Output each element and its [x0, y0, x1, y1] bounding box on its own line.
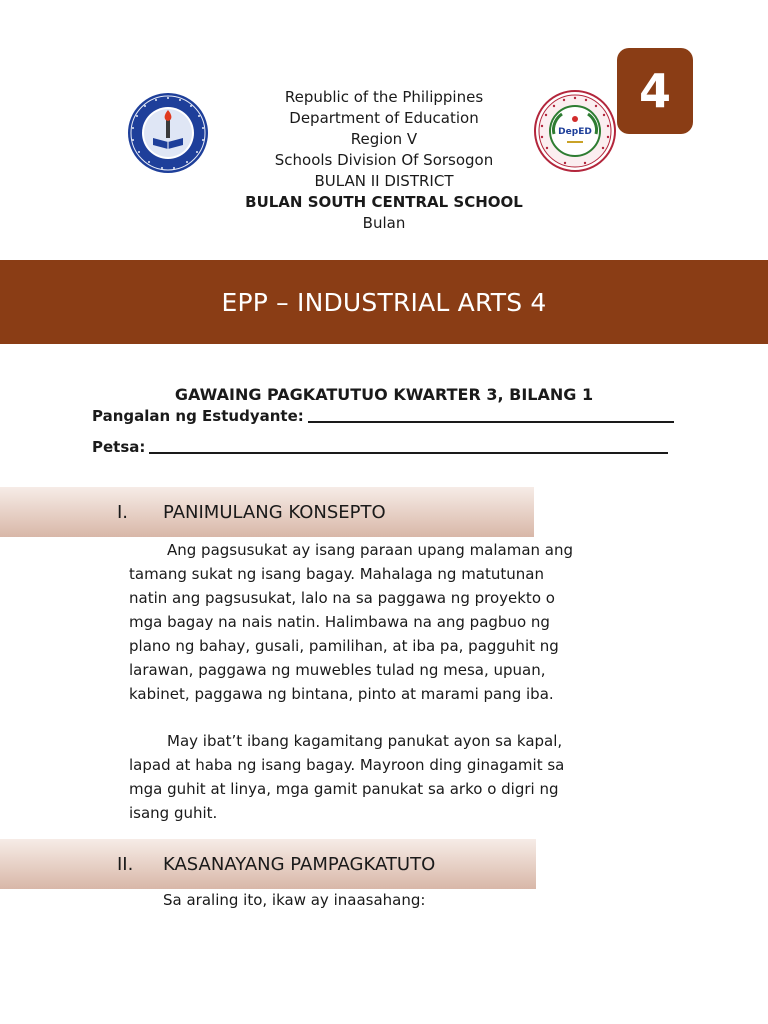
paragraph-line: isang guhit.: [129, 804, 218, 822]
school-town: Bulan: [362, 214, 406, 232]
paragraph-line: larawan, paggawa ng muwebles tulad ng mesa, upuan,: [129, 661, 546, 679]
paragraph-line: kabinet, paggawa ng bintana, pinto at marami pang iba.: [129, 685, 554, 703]
paragraph-line: mga guhit at linya, mga gamit panukat sa arko o digri ng: [129, 780, 559, 798]
header-line-republic: Republic of the Philippines: [284, 88, 484, 106]
paragraph: [163, 888, 703, 912]
svg-text:DepED: DepED: [558, 127, 592, 137]
header-line-region: Region V: [350, 130, 418, 148]
section-header-panimulang-konsepto: [0, 487, 534, 537]
paragraph-line: mga bagay na nais natin. Halimbawa na ang pagbuo ng: [129, 613, 550, 631]
header-line-department: Department of Education: [289, 109, 479, 127]
paragraph-line: tamang sukat ng isang bagay. Mahalaga ng matutunan: [129, 565, 544, 583]
header-line-division: Schools Division Of Sorsogon: [274, 151, 494, 169]
paragraph-line: natin ang pagsusukat, lalo na sa paggawa ng proyekto o: [129, 589, 555, 607]
paragraph-line: plano ng bahay, gusali, pamilihan, at iba pa, pagguhit ng: [129, 637, 559, 655]
paragraph-line: May ibat’t ibang kagamitang panukat ayon sa kapal,: [167, 732, 563, 750]
paragraph-line: Sa araling ito, ikaw ay inaasahang:: [163, 891, 426, 909]
header-line-district: BULAN II DISTRICT: [314, 172, 454, 190]
subject-title: EPP – INDUSTRIAL ARTS 4: [221, 287, 547, 317]
school-name: BULAN SOUTH CENTRAL SCHOOL: [245, 193, 523, 211]
grade-badge: 4: [617, 48, 693, 134]
deped-sorsogon-seal-icon: [127, 92, 209, 174]
student-name-field[interactable]: [92, 405, 674, 427]
subject-title-band: [0, 260, 768, 344]
paragraph: [129, 729, 669, 825]
date-blank[interactable]: [149, 451, 668, 454]
section-header-kasanayang-pampagkatuto: [0, 839, 536, 889]
student-name-blank[interactable]: [308, 420, 674, 423]
school-header: [210, 87, 558, 234]
paragraph-line: Ang pagsusukat ay isang paraan upang malaman ang: [167, 541, 574, 559]
activity-title: GAWAING PAGKATUTUO KWARTER 3, BILANG 1: [174, 385, 594, 404]
date-label: Petsa:: [92, 438, 146, 456]
paragraph-line: lapad at haba ng isang bagay. Mayroon ding ginagamit sa: [129, 756, 565, 774]
bulan-south-central-school-seal-icon: [534, 90, 616, 172]
section-title: KASANAYANG PAMPAGKATUTO: [163, 853, 436, 875]
section-number: I.: [117, 501, 129, 523]
student-name-label: Pangalan ng Estudyante:: [92, 407, 304, 425]
section-number: II.: [117, 853, 134, 875]
section-title: PANIMULANG KONSEPTO: [163, 501, 386, 523]
paragraph: [129, 538, 669, 706]
date-field[interactable]: [92, 436, 668, 458]
